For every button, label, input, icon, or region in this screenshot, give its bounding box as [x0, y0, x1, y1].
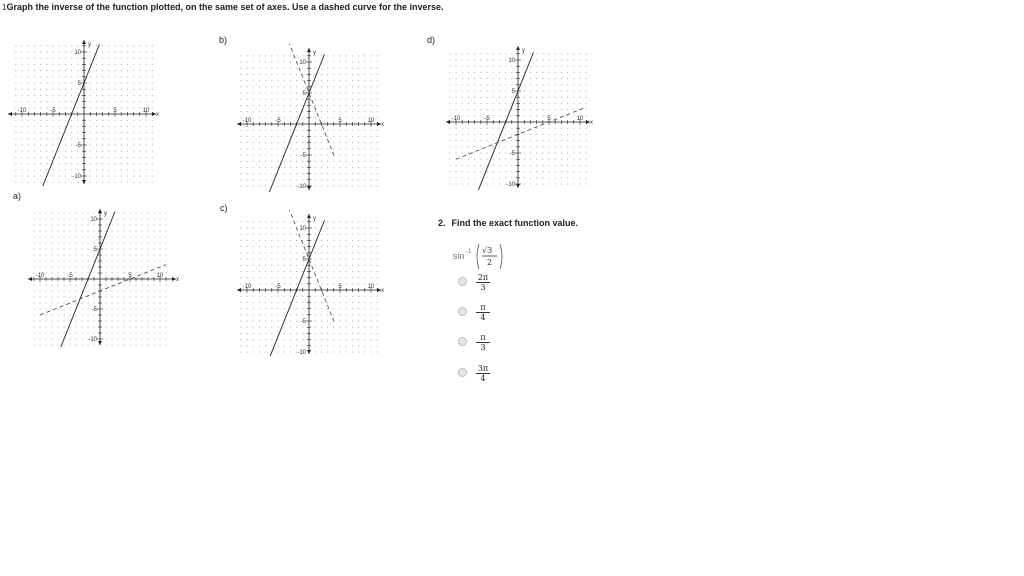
choice-fraction	[476, 273, 490, 292]
x-tick-label: -10	[35, 273, 45, 279]
inverse-curve	[278, 44, 335, 158]
y-tick-label: -5	[509, 151, 515, 157]
radio-button[interactable]	[458, 368, 467, 377]
y-tick-label: 5	[302, 257, 306, 263]
y-tick-label: -10	[506, 182, 515, 188]
x-tick-label: 5	[128, 273, 132, 279]
x-tick-label: -5	[67, 273, 73, 279]
option-c-label[interactable]: c)	[220, 203, 228, 213]
graph-svg	[235, 44, 387, 192]
choice-denominator: 4	[476, 373, 490, 383]
x-tick-label: -5	[275, 284, 281, 290]
choice-denominator: 3	[476, 282, 490, 292]
graph-option-a[interactable]	[26, 205, 182, 347]
y-tick-label: 5	[302, 91, 306, 97]
y-axis-label: y	[88, 42, 91, 48]
graph-given-function	[6, 36, 162, 186]
y-tick-label: -5	[91, 307, 97, 313]
x-tick-label: -10	[17, 108, 27, 114]
x-tick-label: 10	[576, 116, 584, 122]
func-exponent: -1	[466, 249, 472, 255]
choice-denominator: 3	[476, 342, 490, 352]
y-axis-label: y	[313, 216, 316, 222]
right-paren	[500, 244, 502, 269]
choice-fraction	[476, 303, 490, 322]
x-tick-label: -10	[242, 284, 252, 290]
x-tick-label: 10	[142, 108, 150, 114]
question-2-text: Find the exact function value.	[451, 218, 579, 228]
x-tick-label: 10	[156, 273, 164, 279]
y-axis-label: y	[522, 48, 525, 54]
choice-numerator: π	[480, 303, 486, 312]
y-tick-label: -10	[297, 184, 306, 190]
x-tick-label: -10	[242, 118, 252, 124]
option-d-label[interactable]: d)	[427, 35, 436, 45]
func-name: sin	[453, 251, 465, 261]
y-tick-label: 5	[77, 81, 81, 87]
y-tick-label: -5	[75, 143, 81, 149]
question-2-number: 2.	[438, 218, 446, 228]
y-tick-label: -5	[300, 319, 306, 325]
y-axis-label: y	[313, 50, 316, 56]
inverse-curve	[456, 107, 586, 159]
x-tick-label: 5	[547, 116, 551, 122]
option-b-label[interactable]: b)	[219, 35, 228, 45]
x-axis-label: x	[381, 122, 384, 128]
y-tick-label: -10	[88, 337, 97, 343]
x-axis-label: x	[590, 120, 593, 126]
graph-svg	[444, 42, 596, 190]
x-tick-label: 5	[113, 108, 117, 114]
y-tick-label: -10	[297, 350, 306, 356]
option-a-label[interactable]: a)	[13, 191, 22, 201]
choice-numerator: 3π	[477, 364, 489, 373]
y-tick-label: 10	[90, 217, 97, 223]
question-1-number: 1	[2, 3, 7, 12]
x-tick-label: 5	[338, 118, 342, 124]
radical-denominator: 2	[487, 258, 493, 267]
x-tick-label: 5	[338, 284, 342, 290]
x-tick-label: -10	[451, 116, 461, 122]
expression-svg	[453, 242, 513, 272]
x-tick-label: 10	[367, 284, 375, 290]
graph-svg	[6, 36, 162, 186]
inverse-curve	[278, 210, 335, 324]
graph-svg	[235, 210, 387, 356]
choice-fraction	[476, 333, 490, 352]
choice-numerator: π	[480, 333, 486, 342]
y-tick-label: -10	[72, 174, 81, 180]
y-tick-label: -5	[300, 153, 306, 159]
graph-option-d[interactable]	[444, 42, 596, 190]
radio-button[interactable]	[458, 277, 467, 286]
y-tick-label: 10	[299, 60, 306, 66]
x-axis-label: x	[156, 112, 159, 118]
graph-option-c[interactable]	[235, 210, 387, 356]
x-tick-label: -5	[275, 118, 281, 124]
radio-button[interactable]	[458, 307, 467, 316]
question-2-prompt	[438, 218, 578, 228]
x-tick-label: -5	[484, 116, 490, 122]
left-paren	[477, 244, 479, 269]
inverse-curve	[40, 265, 166, 315]
question-1-prompt	[2, 2, 444, 12]
y-tick-label: 10	[74, 50, 81, 56]
y-tick-label: 10	[508, 58, 515, 64]
y-tick-label: 10	[299, 226, 306, 232]
function-curve	[41, 44, 100, 186]
graph-option-b[interactable]	[235, 44, 387, 192]
graph-svg	[26, 205, 182, 347]
radical-numerator: √3	[482, 246, 493, 255]
choice-denominator: 4	[476, 312, 490, 322]
question-1-text: Graph the inverse of the function plotted, on the same set of axes. Use a dashed curve for the inverse.	[6, 2, 444, 12]
y-axis-label: y	[104, 211, 107, 217]
choice-numerator: 2π	[477, 273, 489, 282]
x-axis-label: x	[381, 288, 384, 294]
y-tick-label: 5	[93, 247, 97, 253]
x-tick-label: 10	[367, 118, 375, 124]
y-tick-label: 5	[511, 89, 515, 95]
x-axis-label: x	[176, 277, 179, 283]
radio-button[interactable]	[458, 337, 467, 346]
x-tick-label: -5	[50, 108, 56, 114]
inverse-sine-expression	[453, 242, 513, 272]
choice-fraction	[476, 364, 490, 383]
